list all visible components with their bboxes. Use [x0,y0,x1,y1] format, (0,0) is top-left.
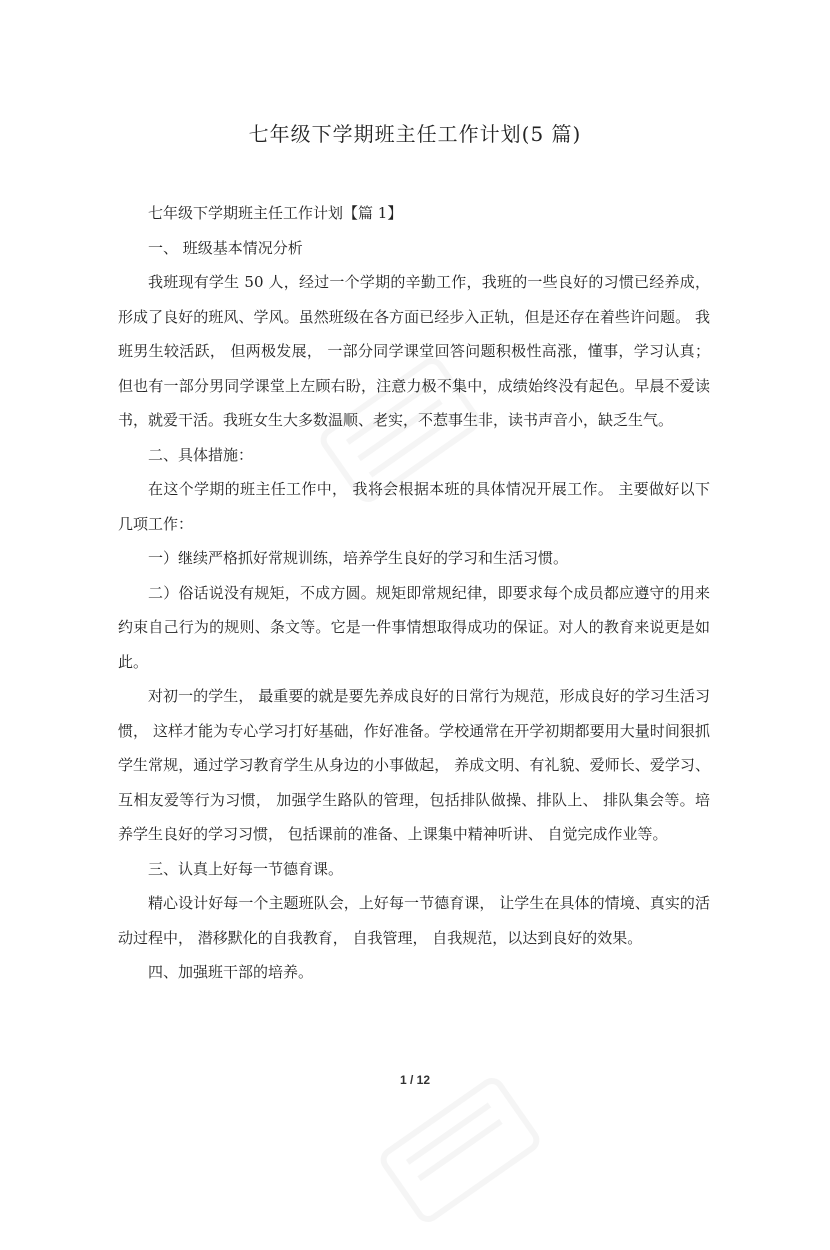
document-title: 七年级下学期班主任工作计划(5 篇) [248,122,582,146]
subheading: 二、具体措施： [148,445,254,464]
document-body [118,196,710,990]
page-number: 1 / 12 [399,1073,431,1087]
paragraph: 一）继续严格抓好常规训练，培养学生良好的学习和生活习惯。 [148,549,569,567]
paragraph: 我班现有学生 50 人，经过一个学期的辛勤工作，我班的一些良好的习惯已经养成，形成了良好的班风、学风。虽然班级在各方面已经步入正轨，但是还存在着些许问题。 我班男生较活跃， 但两极发展， 一部分同学课堂回答问题积极性高涨，懂事，学习认真；但也有一部分男同学课堂上左顾右盼，注意力极不集中，成绩始终没有起色。早晨不爱读书，就爱干活。我班女生大多数温顺、老实，不惹事生非，读书声音小，缺乏生气。 [118,273,710,429]
paragraph: 二）俗话说没有规矩，不成方圆。规矩即常规纪律，即要求每个成员都应遵守的用来约束自己行为的规则、条文等。它是一件事情想取得成功的保证。对人的教育来说更是如此。 [118,583,710,671]
paragraph: 在这个学期的班主任工作中， 我将会根据本班的具体情况开展工作。 主要做好以下几项工作： [118,480,710,533]
paragraph: 精心设计好每一个主题班队会，上好每一节德育课， 让学生在具体的情境、真实的活动过程中， 潜移默化的自我教育， 自我管理， 自我规范，以达到良好的效果。 [118,894,710,947]
subheading: 一、 班级基本情况分析 [148,238,303,257]
subheading: 四、加强班干部的培养。 [148,963,314,981]
section-heading: 七年级下学期班主任工作计划【篇 1】 [148,204,403,222]
subheading: 三、认真上好每一节德育课。 [148,859,344,878]
paragraph: 对初一的学生， 最重要的就是要先养成良好的日常行为规范，形成良好的学习生活习惯， 这样才能为专心学习打好基础，作好准备。学校通常在开学初期都要用大量时间狠抓学生常规，通过学习教育学生从身边的小事做起， 养成文明、有礼貌、爱师长、爱学习、 互相友爱等行为习惯， 加强学生路队的管理，包括排队做操、排队上、 排队集会等。培养学生良好的学习习惯， 包括课前的准备、上课集中精神听讲、 自觉完成作业等。 [118,687,710,843]
